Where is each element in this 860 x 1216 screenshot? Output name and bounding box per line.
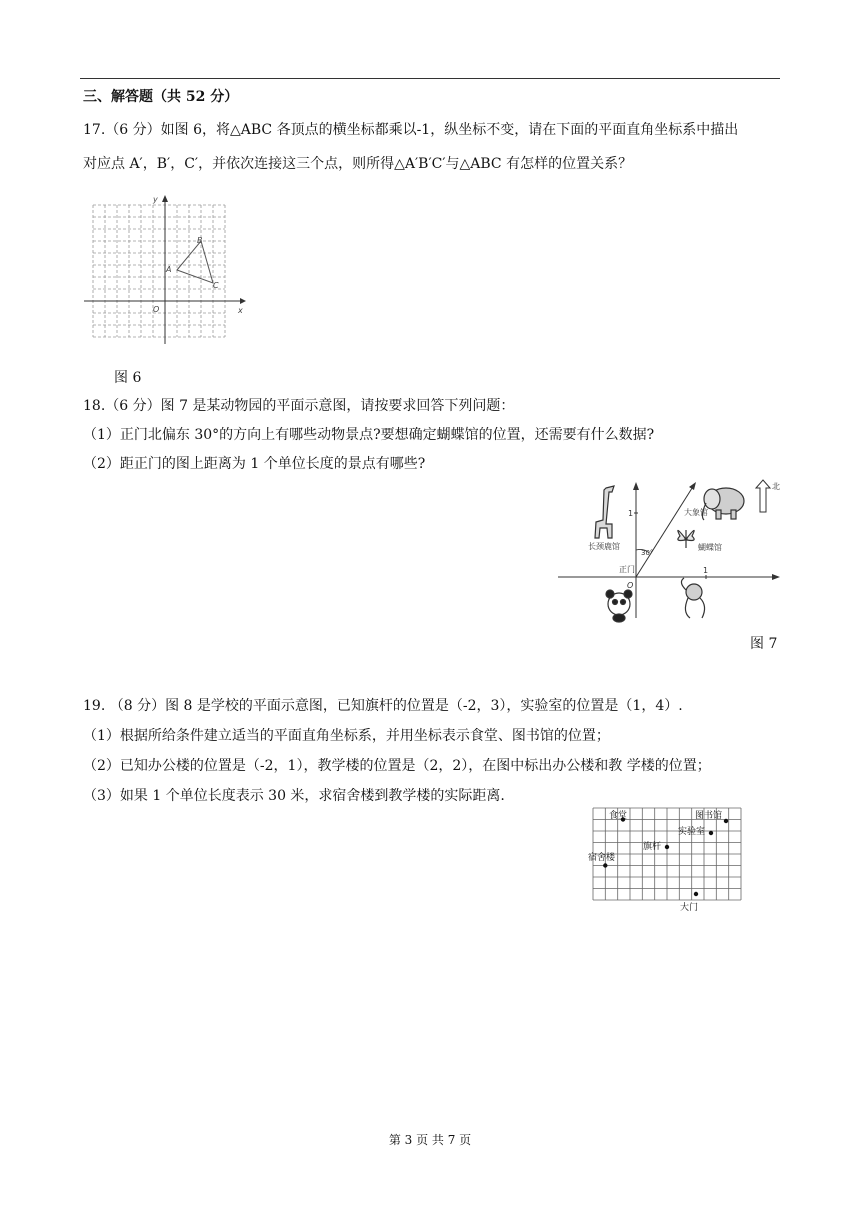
figure-7-origin-label: O [627, 581, 634, 590]
lab-point [709, 831, 713, 835]
dorm-label: 宿舍楼 [588, 853, 616, 863]
butterfly-label: 蝴蝶馆 [698, 543, 722, 552]
q17-text-line1: 17.（6 分）如图 6，将△ABC 各顶点的横坐标都乘以-1，纵坐标不变，请在下面的平面直角坐标系中描出 [83, 122, 739, 138]
gate-point [694, 892, 698, 896]
gate-label-fig8: 大门 [680, 903, 699, 913]
figure-6-origin-label: O [153, 305, 160, 314]
q19-text-line2: （1）根据所给条件建立适当的平面直角坐标系，并用坐标表示食堂、图书馆的位置； [83, 728, 610, 744]
figure-7 [556, 478, 790, 628]
figure-7-caption: 图 7 [750, 636, 778, 652]
q19-text-line1: 19. （8 分）图 8 是学校的平面示意图，已知旗杆的位置是（-2，3），实验室的位置是（1，4）. [83, 698, 683, 714]
figure-6-x-label: x [238, 306, 243, 315]
giraffe-label: 长颈鹿馆 [588, 542, 620, 551]
figure-7-y-unit-label: 1 [628, 509, 634, 518]
north-label: 北 [772, 482, 780, 491]
figure-8 [586, 802, 746, 914]
flagpole-label: 旗杆 [643, 842, 662, 852]
figure-6-y-label: y [153, 195, 158, 204]
library-point [724, 819, 728, 823]
q19-text-line3: （2）已知办公楼的位置是（-2，1），教学楼的位置是（2，2），在图中标出办公楼和教 学楼的位置； [83, 758, 711, 774]
figure-6-caption: 图 6 [114, 370, 142, 386]
q18-text-line3: （2）距正门的图上距离为 1 个单位长度的景点有哪些? [83, 456, 426, 472]
canteen-label: 食堂 [609, 811, 628, 821]
figure-8-grid [593, 808, 741, 900]
dorm-point [603, 863, 607, 867]
figure-6-label-b: B [197, 236, 203, 245]
north-arrow-icon [756, 480, 770, 512]
q18-text-line2: （1）正门北偏东 30°的方向上有哪些动物景点?要想确定蝴蝶馆的位置，还需要有什么数据? [83, 427, 655, 443]
monkey-icon [681, 578, 704, 618]
panda-icon [606, 590, 632, 622]
gate-label: 正门 [619, 565, 635, 574]
figure-6-label-a: A [166, 265, 172, 274]
figure-7-x-unit-label: 1 [703, 566, 709, 575]
figure-6 [80, 192, 250, 348]
figure-6-grid [93, 205, 225, 337]
flagpole-point [665, 845, 669, 849]
butterfly-icon [678, 530, 694, 548]
top-rule [80, 78, 780, 79]
giraffe-icon [595, 486, 614, 538]
elephant-icon [702, 488, 744, 520]
library-label: 图书馆 [695, 811, 723, 821]
angle-label: 30° [641, 549, 654, 557]
q18-text-line1: 18.（6 分）图 7 是某动物园的平面示意图，请按要求回答下列问题： [83, 398, 515, 414]
q19-text-line4: （3）如果 1 个单位长度表示 30 米，求宿舍楼到教学楼的实际距离. [83, 788, 505, 804]
figure-7-direction-ray [636, 485, 694, 577]
elephant-label: 大象馆 [684, 508, 708, 517]
figure-6-triangle [177, 241, 213, 283]
q17-text-line2: 对应点 A′，B′，C′，并依次连接这三个点，则所得△A′B′C′与△ABC 有怎样的位置关系？ [83, 156, 633, 172]
lab-label: 实验室 [678, 827, 706, 837]
figure-6-label-c: C [213, 281, 219, 290]
page-footer: 第 3 页 共 7 页 [388, 1133, 472, 1147]
section-heading: 三、解答题（共 52 分） [83, 89, 239, 105]
